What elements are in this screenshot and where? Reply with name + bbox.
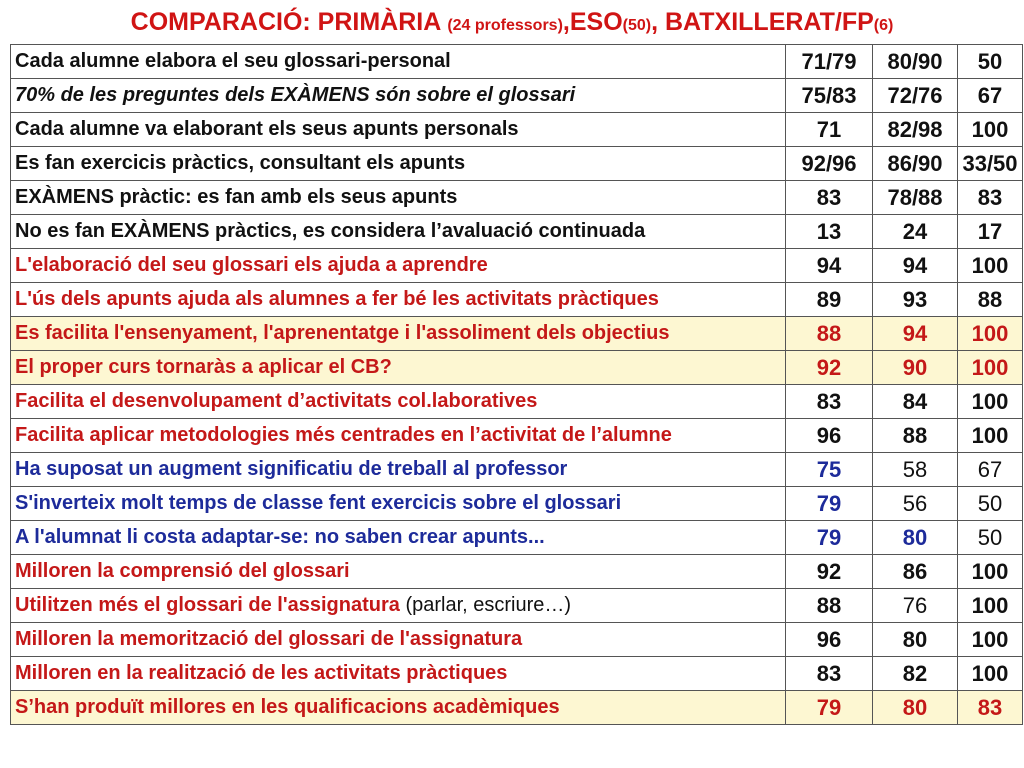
table-row xyxy=(11,79,1023,113)
eso-value: 76 xyxy=(873,589,958,623)
primaria-value: 83 xyxy=(786,657,873,691)
primaria-value: 92 xyxy=(786,555,873,589)
question-cell: Facilita aplicar metodologies més centrades en l’activitat de l’alumne xyxy=(11,419,786,453)
batx-fp-value: 88 xyxy=(958,283,1023,317)
batx-fp-value: 100 xyxy=(958,589,1023,623)
question-cell: A l'alumnat li costa adaptar-se: no saben crear apunts... xyxy=(11,521,786,555)
table-row xyxy=(11,45,1023,79)
primaria-value: 71 xyxy=(786,113,873,147)
primaria-value: 96 xyxy=(786,419,873,453)
table-row xyxy=(11,419,1023,453)
table-row xyxy=(11,521,1023,555)
question-cell: S'inverteix molt temps de classe fent exercicis sobre el glossari xyxy=(11,487,786,521)
primaria-value: 75 xyxy=(786,453,873,487)
eso-value: 94 xyxy=(873,317,958,351)
eso-value: 56 xyxy=(873,487,958,521)
primaria-value: 83 xyxy=(786,385,873,419)
eso-value: 84 xyxy=(873,385,958,419)
question-cell xyxy=(11,589,786,623)
eso-value: 80 xyxy=(873,521,958,555)
question-cell: Milloren en la realització de les activitats pràctiques xyxy=(11,657,786,691)
question-cell: S’han produït millores en les qualificacions acadèmiques xyxy=(11,691,786,725)
batx-fp-value: 100 xyxy=(958,113,1023,147)
eso-value: 80 xyxy=(873,623,958,657)
eso-value: 58 xyxy=(873,453,958,487)
eso-value: 86 xyxy=(873,555,958,589)
table-row xyxy=(11,317,1023,351)
eso-value: 80 xyxy=(873,691,958,725)
title-sub-b: (50) xyxy=(622,17,652,34)
question-cell: L'ús dels apunts ajuda als alumnes a fer bé les activitats pràctiques xyxy=(11,283,786,317)
question-cell: No es fan EXÀMENS pràctics, es considera l’avaluació continuada xyxy=(11,215,786,249)
batx-fp-value: 100 xyxy=(958,249,1023,283)
title-main-a: COMPARACIÓ: PRIMÀRIA xyxy=(130,8,448,36)
batx-fp-value: 100 xyxy=(958,351,1023,385)
batx-fp-value: 67 xyxy=(958,79,1023,113)
comparison-table xyxy=(10,44,1023,725)
question-cell: 70% de les preguntes dels EXÀMENS són sobre el glossari xyxy=(11,79,786,113)
eso-value: 86/90 xyxy=(873,147,958,181)
table-row xyxy=(11,623,1023,657)
eso-value: 78/88 xyxy=(873,181,958,215)
question-text: Utilitzen més el glossari de l'assignatura xyxy=(15,594,400,616)
question-cell: Cada alumne va elaborant els seus apunts personals xyxy=(11,113,786,147)
question-cell: Milloren la memorització del glossari de l'assignatura xyxy=(11,623,786,657)
question-cell: El proper curs tornaràs a aplicar el CB? xyxy=(11,351,786,385)
batx-fp-value: 83 xyxy=(958,691,1023,725)
primaria-value: 88 xyxy=(786,317,873,351)
eso-value: 72/76 xyxy=(873,79,958,113)
eso-value: 24 xyxy=(873,215,958,249)
table-row xyxy=(11,351,1023,385)
primaria-value: 96 xyxy=(786,623,873,657)
table-row xyxy=(11,147,1023,181)
question-note: (parlar, escriure…) xyxy=(399,594,572,616)
table-row xyxy=(11,283,1023,317)
batx-fp-value: 100 xyxy=(958,657,1023,691)
primaria-value: 92 xyxy=(786,351,873,385)
title-sub-c: (6) xyxy=(873,17,894,34)
batx-fp-value: 17 xyxy=(958,215,1023,249)
primaria-value: 92/96 xyxy=(786,147,873,181)
page-title xyxy=(0,4,1024,40)
table-row xyxy=(11,249,1023,283)
eso-value: 94 xyxy=(873,249,958,283)
eso-value: 82/98 xyxy=(873,113,958,147)
question-cell: L'elaboració del seu glossari els ajuda a aprendre xyxy=(11,249,786,283)
title-sub-a: (24 professors) xyxy=(447,17,563,34)
question-cell: Ha suposat un augment significatiu de treball al professor xyxy=(11,453,786,487)
primaria-value: 83 xyxy=(786,181,873,215)
batx-fp-value: 100 xyxy=(958,419,1023,453)
question-cell: Es facilita l'ensenyament, l'aprenentatge i l'assoliment dels objectius xyxy=(11,317,786,351)
table-row xyxy=(11,453,1023,487)
question-cell: Milloren la comprensió del glossari xyxy=(11,555,786,589)
question-cell: Es fan exercicis pràctics, consultant els apunts xyxy=(11,147,786,181)
question-cell: Cada alumne elabora el seu glossari-personal xyxy=(11,45,786,79)
table-row xyxy=(11,215,1023,249)
table-row xyxy=(11,555,1023,589)
batx-fp-value: 100 xyxy=(958,555,1023,589)
table-row xyxy=(11,385,1023,419)
table-row xyxy=(11,113,1023,147)
batx-fp-value: 100 xyxy=(958,385,1023,419)
primaria-value: 89 xyxy=(786,283,873,317)
batx-fp-value: 50 xyxy=(958,45,1023,79)
primaria-value: 13 xyxy=(786,215,873,249)
question-cell: EXÀMENS pràctic: es fan amb els seus apunts xyxy=(11,181,786,215)
title-main-b: ,ESO xyxy=(562,8,623,36)
batx-fp-value: 100 xyxy=(958,317,1023,351)
eso-value: 93 xyxy=(873,283,958,317)
eso-value: 80/90 xyxy=(873,45,958,79)
batx-fp-value: 83 xyxy=(958,181,1023,215)
eso-value: 90 xyxy=(873,351,958,385)
primaria-value: 79 xyxy=(786,691,873,725)
primaria-value: 94 xyxy=(786,249,873,283)
table-row xyxy=(11,657,1023,691)
primaria-value: 88 xyxy=(786,589,873,623)
batx-fp-value: 100 xyxy=(958,623,1023,657)
primaria-value: 75/83 xyxy=(786,79,873,113)
batx-fp-value: 50 xyxy=(958,487,1023,521)
table-row xyxy=(11,589,1023,623)
batx-fp-value: 50 xyxy=(958,521,1023,555)
table-row xyxy=(11,181,1023,215)
table-row xyxy=(11,487,1023,521)
primaria-value: 79 xyxy=(786,487,873,521)
table-row xyxy=(11,691,1023,725)
batx-fp-value: 67 xyxy=(958,453,1023,487)
question-cell: Facilita el desenvolupament d’activitats col.laboratives xyxy=(11,385,786,419)
title-main-c: , BATXILLERAT/FP xyxy=(651,8,874,36)
batx-fp-value: 33/50 xyxy=(958,147,1023,181)
primaria-value: 71/79 xyxy=(786,45,873,79)
primaria-value: 79 xyxy=(786,521,873,555)
eso-value: 82 xyxy=(873,657,958,691)
eso-value: 88 xyxy=(873,419,958,453)
